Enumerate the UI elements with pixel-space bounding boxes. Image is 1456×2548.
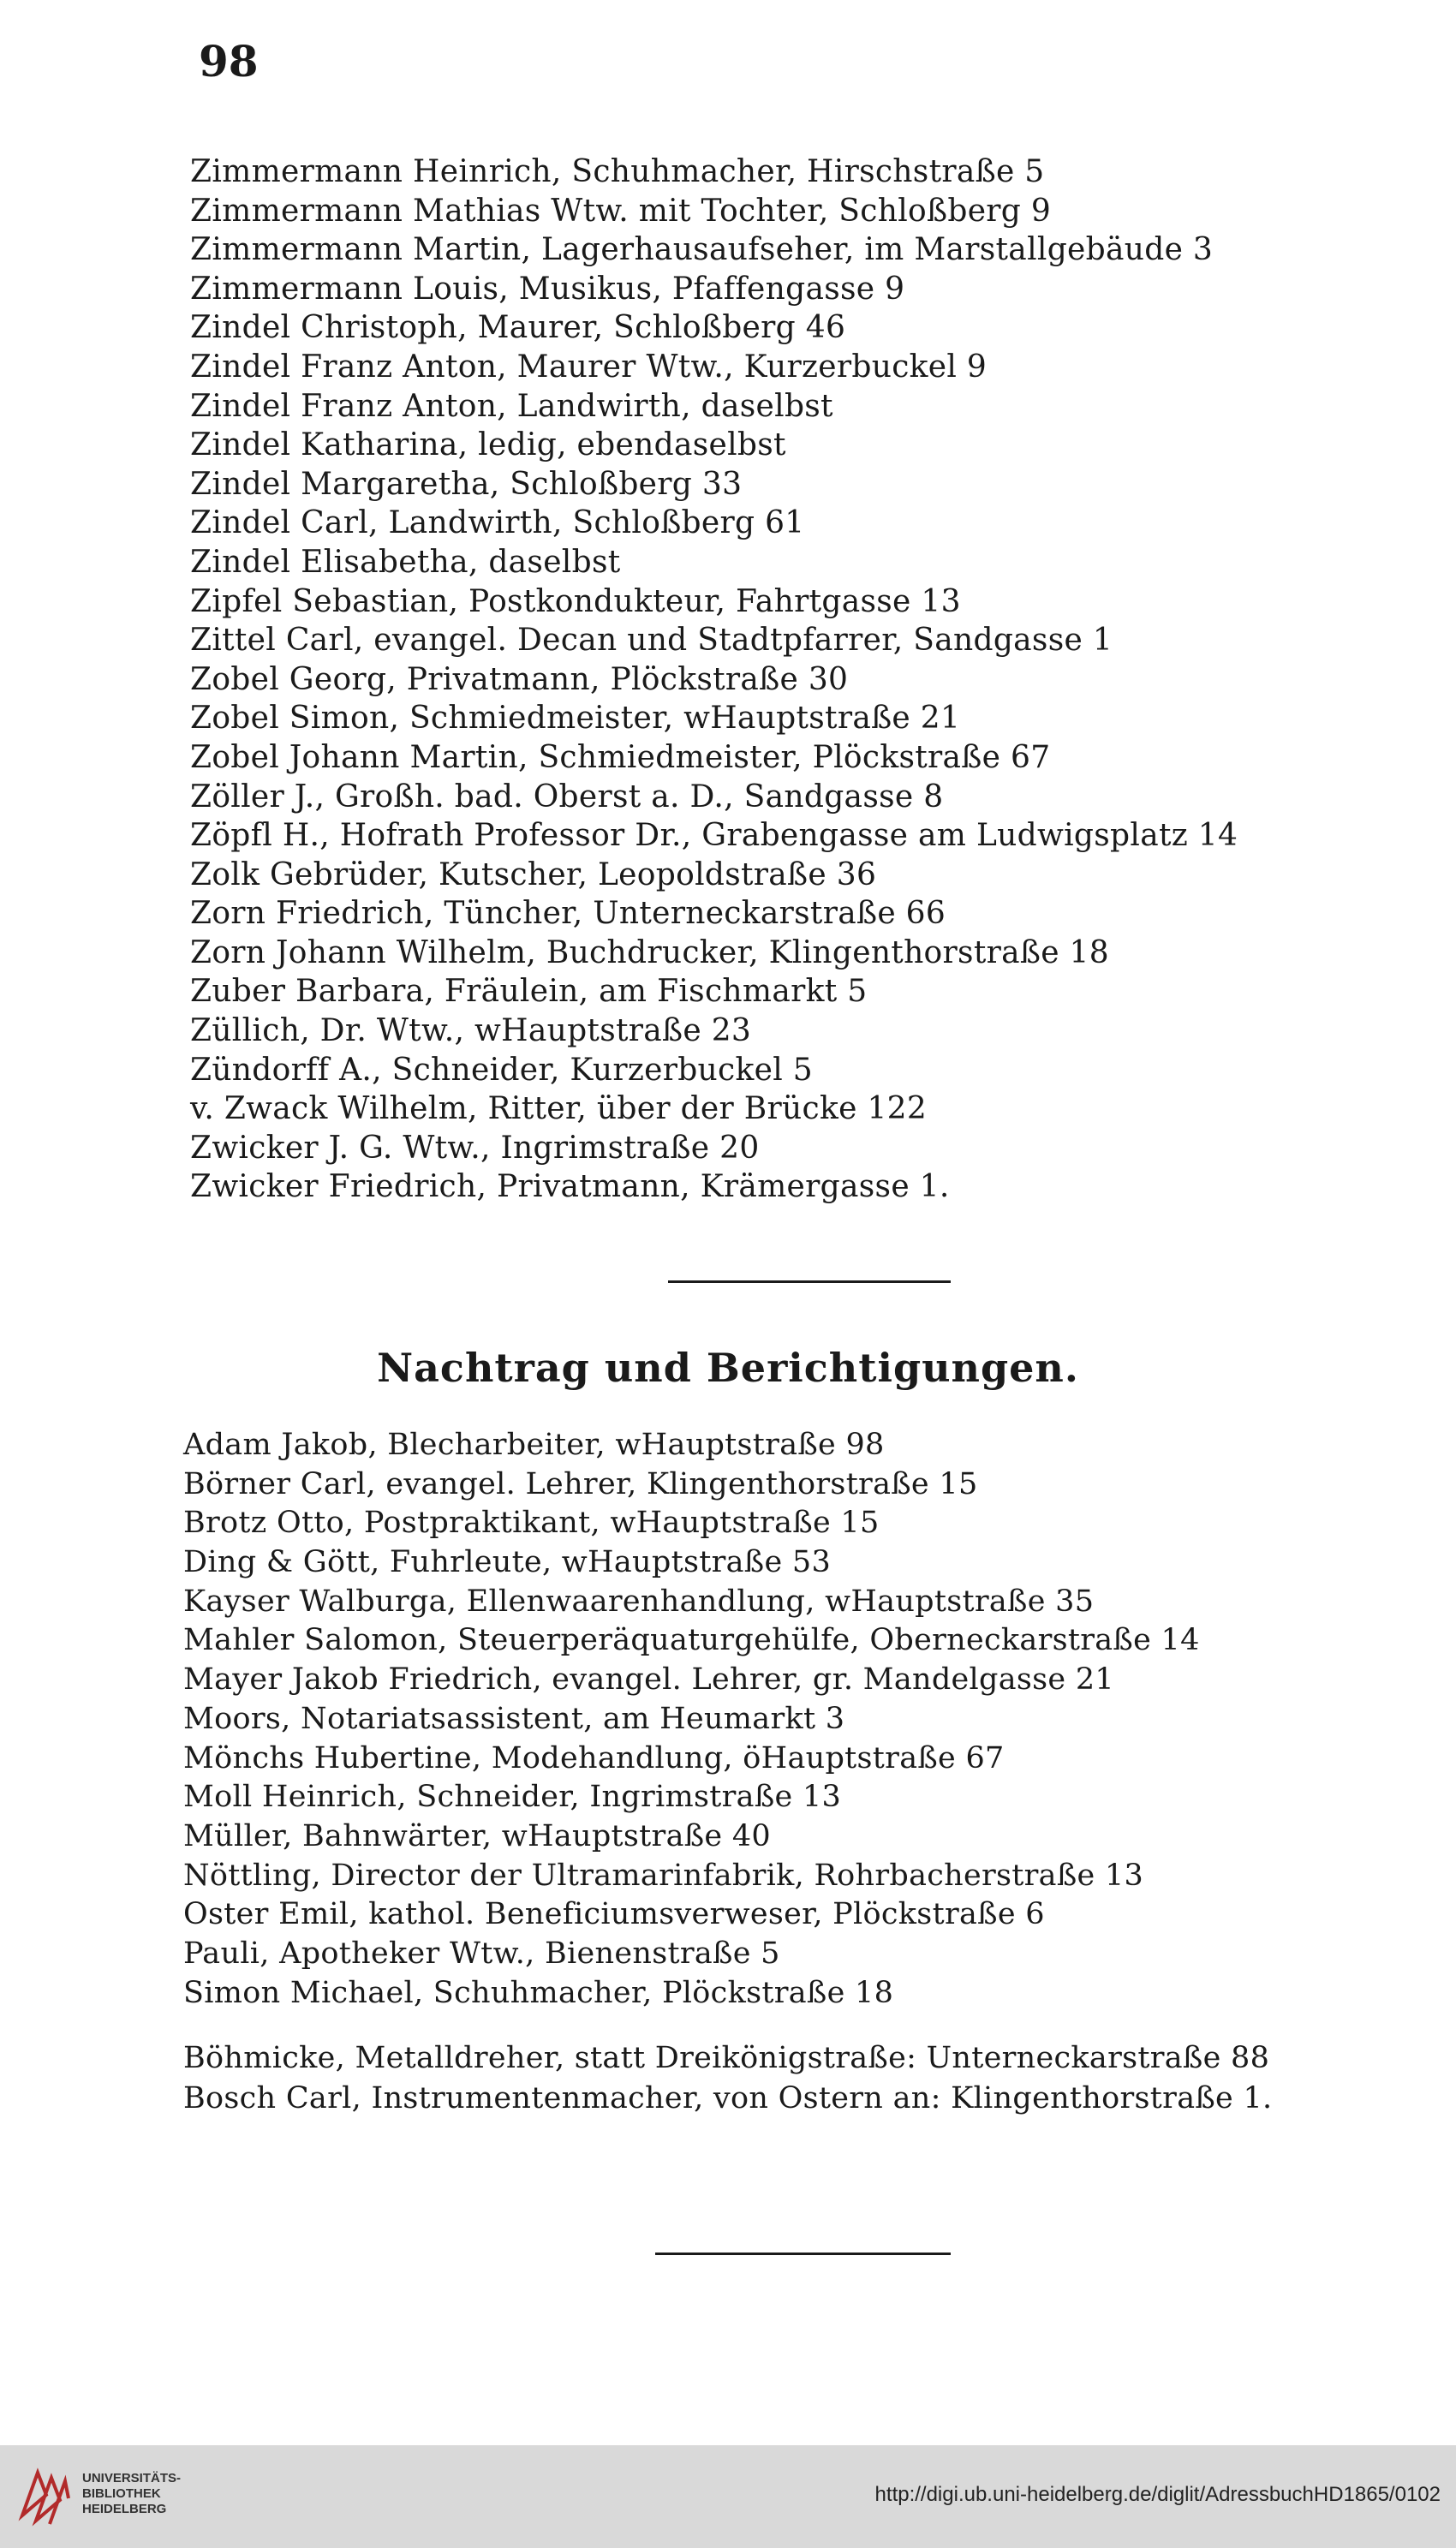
list-item: Moors, Notariatsassistent, am Heumarkt 3 — [183, 1701, 845, 1736]
list-item: Börner Carl, evangel. Lehrer, Klingenthorstraße 15 — [183, 1466, 978, 1501]
list-item: Oster Emil, kathol. Beneficiumsverweser, Plöckstraße 6 — [183, 1897, 1045, 1932]
list-item: Zindel Katharina, ledig, ebendaselbst — [190, 427, 786, 463]
list-item: Zöpfl H., Hofrath Professor Dr., Grabengasse am Ludwigsplatz 14 — [190, 818, 1238, 854]
list-item: Ding & Gött, Fuhrleute, wHauptstraße 53 — [183, 1545, 832, 1580]
list-item: Zobel Johann Martin, Schmiedmeister, Plöckstraße 67 — [190, 739, 1051, 775]
list-item: Zindel Carl, Landwirth, Schloßberg 61 — [190, 505, 805, 541]
list-item: Böhmicke, Metalldreher, statt Dreikönigstraße: Unterneckarstraße 88 — [183, 2041, 1270, 2075]
list-item: Pauli, Apotheker Wtw., Bienenstraße 5 — [183, 1936, 780, 1971]
address-changes — [183, 2038, 1417, 2119]
list-item: Moll Heinrich, Schneider, Ingrimstraße 13 — [183, 1780, 842, 1815]
list-item: Züllich, Dr. Wtw., wHauptstraße 23 — [190, 1013, 752, 1049]
library-name-line: HEIDELBERG — [82, 2502, 167, 2516]
list-item: Zimmermann Louis, Musikus, Pfaffengasse 9 — [190, 271, 905, 307]
list-item: Zindel Franz Anton, Maurer Wtw., Kurzerbuckel 9 — [190, 349, 988, 385]
list-item: Zindel Margaretha, Schloßberg 33 — [190, 466, 743, 502]
library-name-line: UNIVERSITÄTS- — [82, 2471, 182, 2485]
list-item: Nöttling, Director der Ultramarinfabrik, Rohrbacherstraße 13 — [183, 1858, 1144, 1893]
list-item: Zündorff A., Schneider, Kurzerbuckel 5 — [190, 1052, 813, 1088]
source-url-link[interactable]: http://digi.ub.uni-heidelberg.de/diglit/AdressbuchHD1865/0102 — [874, 2483, 1441, 2506]
list-item: Zobel Georg, Privatmann, Plöckstraße 30 — [190, 661, 849, 697]
list-item: Zolk Gebrüder, Kutscher, Leopoldstraße 36 — [190, 856, 877, 892]
list-item: Zuber Barbara, Fräulein, am Fischmarkt 5 — [190, 974, 868, 1010]
section-divider — [668, 1280, 951, 1283]
section-divider — [655, 2253, 951, 2255]
list-item: Zimmermann Mathias Wtw. mit Tochter, Schloßberg 9 — [190, 193, 1052, 229]
list-item: Simon Michael, Schuhmacher, Plöckstraße 18 — [183, 1975, 894, 2010]
library-logo-icon — [17, 2464, 72, 2527]
list-item: Zorn Johann Wilhelm, Buchdrucker, Klingenthorstraße 18 — [190, 934, 1109, 970]
list-item: Zindel Elisabetha, daselbst — [190, 544, 621, 580]
list-item: Zöller J., Großh. bad. Oberst a. D., Sandgasse 8 — [190, 779, 944, 815]
library-name — [82, 2471, 181, 2517]
library-name-line: BIBLIOTHEK — [82, 2486, 161, 2501]
list-item: Zorn Friedrich, Tüncher, Unterneckarstraße 66 — [190, 896, 946, 932]
list-item: Zittel Carl, evangel. Decan und Stadtpfarrer, Sandgasse 1 — [190, 623, 1113, 659]
list-item: Zobel Simon, Schmiedmeister, wHauptstraße 21 — [190, 701, 961, 737]
directory-entries — [190, 152, 1406, 1207]
list-item: Zipfel Sebastian, Postkondukteur, Fahrtgasse 13 — [190, 583, 961, 619]
list-item: Zimmermann Martin, Lagerhausaufseher, im Marstallgebäude 3 — [190, 232, 1214, 268]
list-item: Zimmermann Heinrich, Schuhmacher, Hirschstraße 5 — [190, 154, 1045, 189]
page-number: 98 — [199, 36, 259, 87]
list-item: Brotz Otto, Postpraktikant, wHauptstraße 15 — [183, 1506, 880, 1541]
list-item: Mönchs Hubertine, Modehandlung, öHauptstraße 67 — [183, 1740, 1005, 1775]
list-item: Mayer Jakob Friedrich, evangel. Lehrer, gr. Mandelgasse 21 — [183, 1662, 1115, 1698]
addenda-entries — [183, 1426, 1417, 2013]
list-item: Bosch Carl, Instrumentenmacher, von Ostern an: Klingenthorstraße 1. — [183, 2081, 1273, 2115]
list-item: v. Zwack Wilhelm, Ritter, über der Brücke 122 — [190, 1091, 928, 1127]
list-item: Mahler Salomon, Steuerperäquaturgehülfe, Oberneckarstraße 14 — [183, 1623, 1200, 1658]
list-item: Zindel Christoph, Maurer, Schloßberg 46 — [190, 310, 846, 346]
list-item: Kayser Walburga, Ellenwaarenhandlung, wHauptstraße 35 — [183, 1584, 1095, 1619]
list-item: Zwicker J. G. Wtw., Ingrimstraße 20 — [190, 1130, 760, 1166]
section-heading: Nachtrag und Berichtigungen. — [377, 1345, 1079, 1391]
list-item: Zindel Franz Anton, Landwirth, daselbst — [190, 388, 833, 424]
footer-bar — [0, 2445, 1456, 2548]
list-item: Müller, Bahnwärter, wHauptstraße 40 — [183, 1818, 771, 1853]
list-item: Adam Jakob, Blecharbeiter, wHauptstraße 98 — [183, 1428, 885, 1462]
list-item: Zwicker Friedrich, Privatmann, Krämergasse 1. — [190, 1169, 950, 1205]
